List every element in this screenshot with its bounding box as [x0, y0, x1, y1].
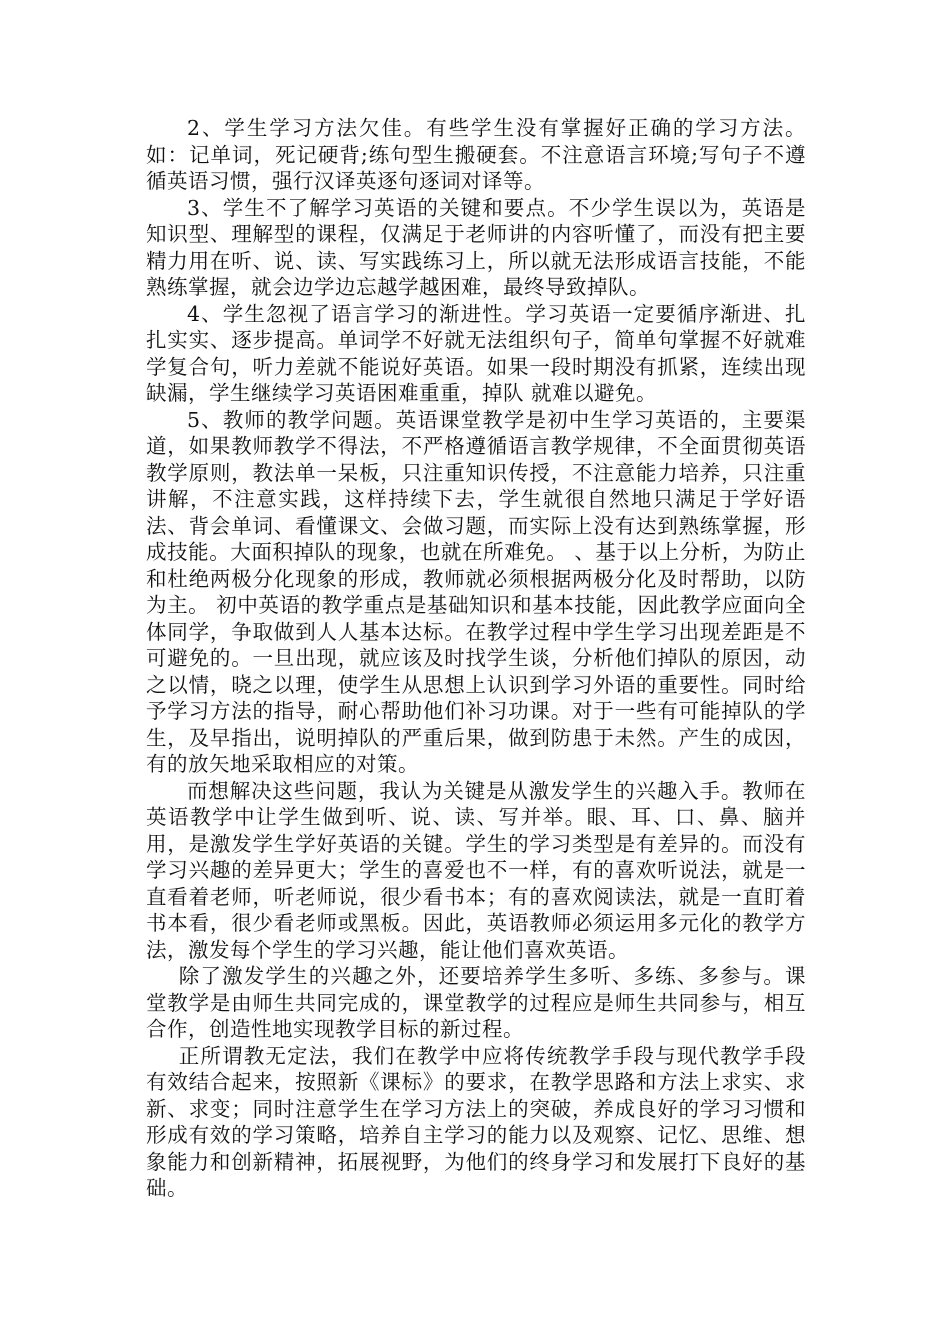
paragraph-teaching-problems: 5、教师的教学问题。英语课堂教学是初中生学习英语的，主要渠道，如果教师教学不得法，不严格遵循语言教学规律，不全面贯彻英语教学原则，教法单一呆板，只注重知识传授，不注意能力培养，只注重讲解，不注意实践，这样持续下去，学生就很自然地只满足于学好语法、背会单词、看懂课文、会做习题，而实际上没有达到熟练掌握，形成技能。大面积掉队的现象，也就在所难免。 、基于以上分析，为防止和杜绝两极分化现象的形成，教师就必须根据两极分化及时帮助，以防为主。 初中英语的教学重点是基础知识和基本技能，因此教学应面向全体同学，争取做到人人基本达标。在教学过程中学生学习出现差距是不可避免的。一旦出现，就应该及时找学生谈，分析他们掉队的原因，动之以情，晓之以理，使学生从思想上认识到学习外语的重要性。同时给予学习方法的指导，耐心帮助他们补习功课。对于一些有可能掉队的学生，及早指出，说明掉队的严重后果，做到防患于未然。产生的成因，有的放矢地采取相应的对策。	[146, 407, 806, 776]
paragraph-participation: 除了激发学生的兴趣之外，还要培养学生多听、多练、多参与。课堂教学是由师生共同完成的，课堂教学的过程应是师生共同参与，相互合作，创造性地实现教学目标的新过程。	[146, 964, 806, 1041]
paragraph-conclusion: 正所谓教无定法，我们在教学中应将传统教学手段与现代教学手段有效结合起来，按照新《课标》的要求，在教学思路和方法上求实、求新、求变；同时注意学生在学习方法上的突破，养成良好的学习习惯和形成有效的学习策略，培养自主学习的能力以及观察、记忆、思维、想象能力和创新精神，拓展视野，为他们的终身学习和发展打下良好的基础。	[146, 1043, 806, 1200]
paragraph-key-points: 3、学生不了解学习英语的关键和要点。不少学生误以为，英语是知识型、理解型的课程，仅满足于老师讲的内容听懂了，而没有把主要精力用在听、说、读、写实践练习上，所以就无法形成语言技能，不能熟练掌握，就会边学边忘越学越困难，最终导致掉队。	[146, 195, 806, 299]
paragraph-learning-methods: 2、学生学习方法欠佳。有些学生没有掌握好正确的学习方法。如：记单词，死记硬背;练句型生搬硬套。不注意语言环境;写句子不遵循英语习惯，强行汉译英逐句逐词对译等。	[146, 116, 806, 193]
document-page	[146, 115, 806, 1202]
paragraph-interest: 而想解决这些问题，我认为关键是从激发学生的兴趣入手。教师在英语教学中让学生做到听、说、读、写并举。眼、耳、口、鼻、脑并用，是激发学生学好英语的关键。学生的学习类型是有差异的。而没有学习兴趣的差异更大；学生的喜爱也不一样，有的喜欢听说法，就是一直看着老师，听老师说，很少看书本；有的喜欢阅读法，就是一直盯着书本看，很少看老师或黑板。因此，英语教师必须运用多元化的教学方法，激发每个学生的学习兴趣，能让他们喜欢英语。	[146, 778, 806, 962]
paragraph-progressiveness: 4、学生忽视了语言学习的渐进性。学习英语一定要循序渐进、扎扎实实、逐步提高。单词学不好就无法组织句子，简单句掌握不好就难学复合句，听力差就不能说好英语。如果一段时期没有抓紧，连续出现缺漏，学生继续学习英语困难重重，掉队 就难以避免。	[146, 301, 806, 405]
